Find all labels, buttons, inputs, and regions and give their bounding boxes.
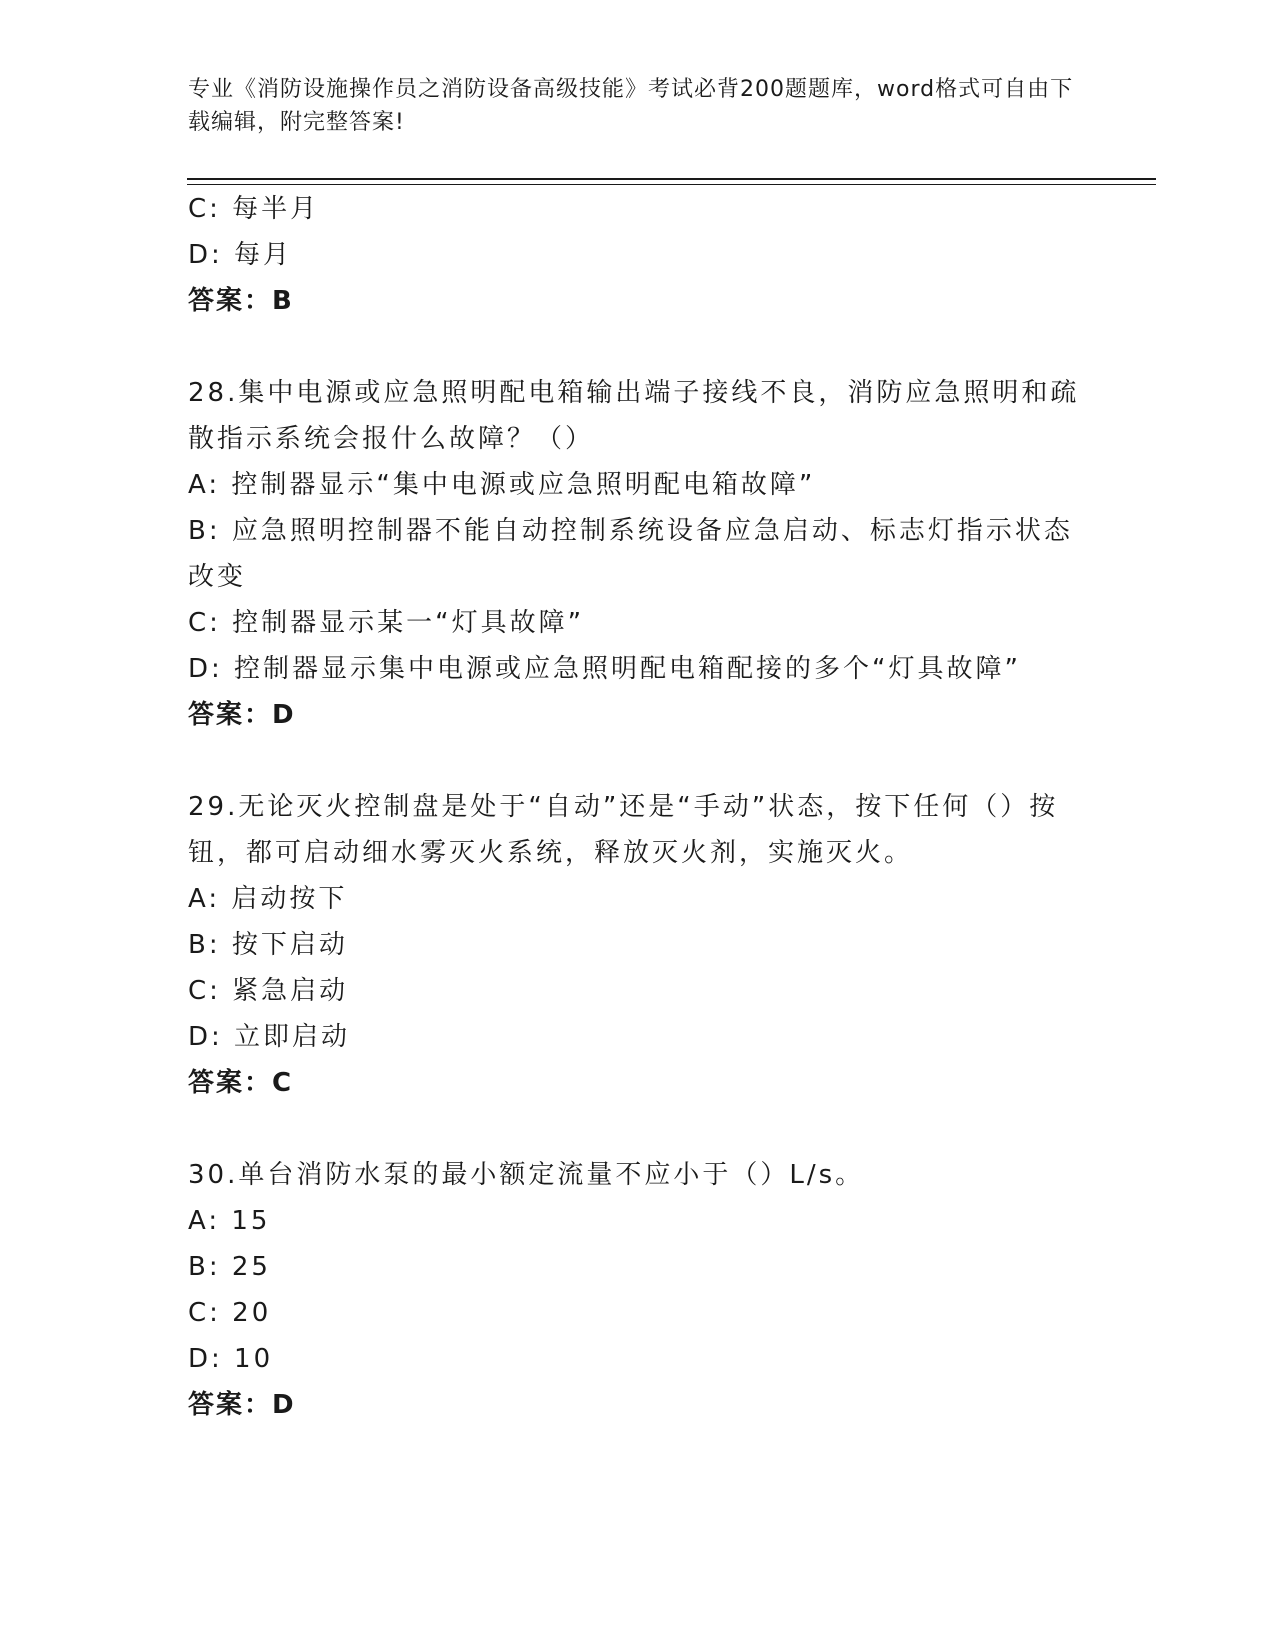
option-c: C: 控制器显示某一“灯具故障”: [188, 608, 585, 638]
spacer: [188, 738, 1088, 784]
option-b: B: 25: [188, 1252, 271, 1282]
header-divider-thick: [187, 178, 1156, 180]
answer-line: 答案：D: [188, 1390, 296, 1420]
question-content: [188, 186, 1088, 1428]
answer-line: 答案：C: [188, 1068, 294, 1098]
option-b: B: 按下启动: [188, 930, 348, 960]
answer-line: 答案：D: [188, 700, 296, 730]
option-c: C: 20: [188, 1298, 272, 1328]
answer-line: 答案：B: [188, 286, 294, 316]
question-stem: 29.无论灭火控制盘是处于“自动”还是“手动”状态，按下任何（）按钮，都可启动细水雾灭火系统，释放灭火剂，实施灭火。: [188, 792, 1059, 868]
option-c: C: 紧急启动: [188, 976, 349, 1006]
option-a: A: 15: [188, 1206, 271, 1236]
option-d: D: 10: [188, 1344, 274, 1374]
question-stem: 28.集中电源或应急照明配电箱输出端子接线不良，消防应急照明和疏散指示系统会报什么故障？（）: [188, 378, 1080, 454]
option-d: D: 立即启动: [188, 1022, 351, 1052]
option-d: D: 控制器显示集中电源或应急照明配电箱配接的多个“灯具故障”: [188, 654, 1021, 684]
option-a: A: 控制器显示“集中电源或应急照明配电箱故障”: [188, 470, 816, 500]
option-a: A: 启动按下: [188, 884, 348, 914]
option-b: B: 应急照明控制器不能自动控制系统设备应急启动、标志灯指示状态改变: [188, 516, 1073, 592]
document-header: 专业《消防设施操作员之消防设备高级技能》考试必背200题题库，word格式可自由下载编辑，附完整答案!: [188, 77, 1074, 135]
option-c: C: 每半月: [188, 194, 320, 224]
spacer: [188, 1106, 1088, 1152]
question-stem: 30.单台消防水泵的最小额定流量不应小于（）L/s。: [188, 1160, 865, 1190]
header-divider-thin: [187, 184, 1156, 185]
spacer: [188, 324, 1088, 370]
option-d: D: 每月: [188, 240, 293, 270]
